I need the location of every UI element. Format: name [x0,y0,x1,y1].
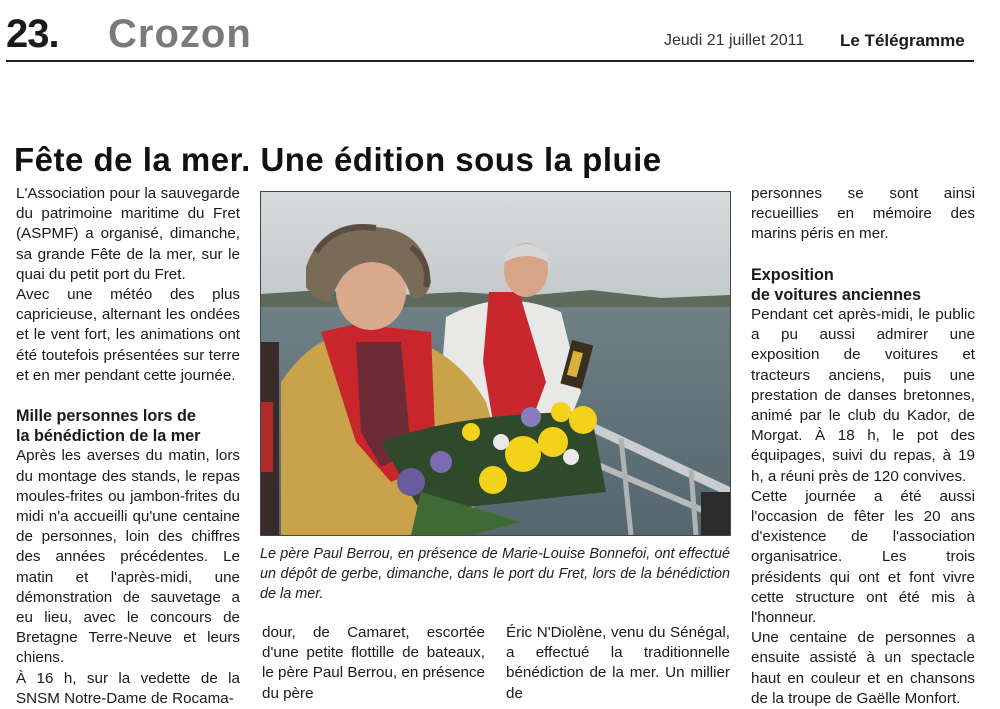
header-rule [6,60,974,62]
text-column-4 [751,184,975,709]
text-column-3 [506,623,730,704]
photo-caption: Le père Paul Berrou, en présence de Marie-Louise Bonnefoi, ont effectué un dépôt de gerbe, dimanche, dans le port du Fret, lors de la bénédiction de la mer. [260,546,730,602]
article-headline: Fête de la mer. Une édition sous la pluie [14,141,662,178]
body-paragraph-2-part-3: Éric N'Diolène, venu du Sénégal, a effectué la traditionnelle bénédiction de la mer. Un millier de [506,624,730,702]
text-column-2 [262,623,485,704]
subhead-benediction [16,406,240,446]
body-paragraph-2-part-4: personnes se sont ainsi recueillies en mémoire des marins péris en mer. [751,185,975,243]
page-number: 23. [6,12,59,56]
subhead-exposition-line-2: de voitures anciennes [751,285,922,304]
text-column-1 [16,184,240,709]
photo-illustration [261,192,730,535]
subhead-exposition-line-1: Exposition [751,265,834,284]
newspaper-name: Le Télégramme [840,31,965,50]
subhead-exposition [751,265,975,305]
subhead-benediction-line-2: la bénédiction de la mer [16,427,201,446]
body-paragraph-2-part-2: dour, de Camaret, escortée d'une petite flottille de bateaux, le père Paul Berrou, en présence du père [262,624,485,702]
body-paragraph-4: Cette journée a été aussi l'occasion de fêter les 20 ans d'existence de l'association organisatrice. Les trois présidents qui ont et font vivre cette structure ont été mis à l'honneur. [751,487,975,627]
article-photo [260,191,731,536]
body-paragraph-2-part-1: À 16 h, sur la vedette de la SNSM Notre-Dame de Rocama- [16,669,240,707]
intro-paragraph-2: Avec une météo des plus capricieuse, alternant les ondées et le vent fort, les animations ont été toutefois présentées sur terre et en mer pendant cette journée. [16,286,240,384]
body-paragraph-3: Pendant cet après-midi, le public a pu aussi admirer une exposition de voitures et tracteurs anciens, puis une prestation de danses bretonnes, animé par le club du Kador, de Morgat. À 18 h, le pot des équipages, suivi du repas, à 19 h, a réuni près de 120 convives. [751,306,975,485]
body-paragraph-5: Une centaine de personnes a ensuite assisté à un spectacle haut en couleur et en chansons de la troupe de Gaëlle Monfort. [751,629,975,707]
section-name: Crozon [108,12,252,56]
subhead-benediction-line-1: Mille personnes lors de [16,407,196,426]
intro-paragraph-1: L'Association pour la sauvegarde du patrimoine maritime du Fret (ASPMF) a organisé, dimanche, sa grande Fête de la mer, sur le quai du petit port du Fret. [16,185,240,283]
body-paragraph-1: Après les averses du matin, lors du montage des stands, le repas moules-frites ou jambon-frites du midi n'a accueilli qu'une centaine de personnes, loin des chiffres des années précédentes. Le matin et l'après-midi, une démonstration de sauvetage a eu lieu, avec le concours de Bretagne Terre-Neuve et leurs chiens. [16,447,240,667]
issue-date: Jeudi 21 juillet 2011 [664,32,805,49]
